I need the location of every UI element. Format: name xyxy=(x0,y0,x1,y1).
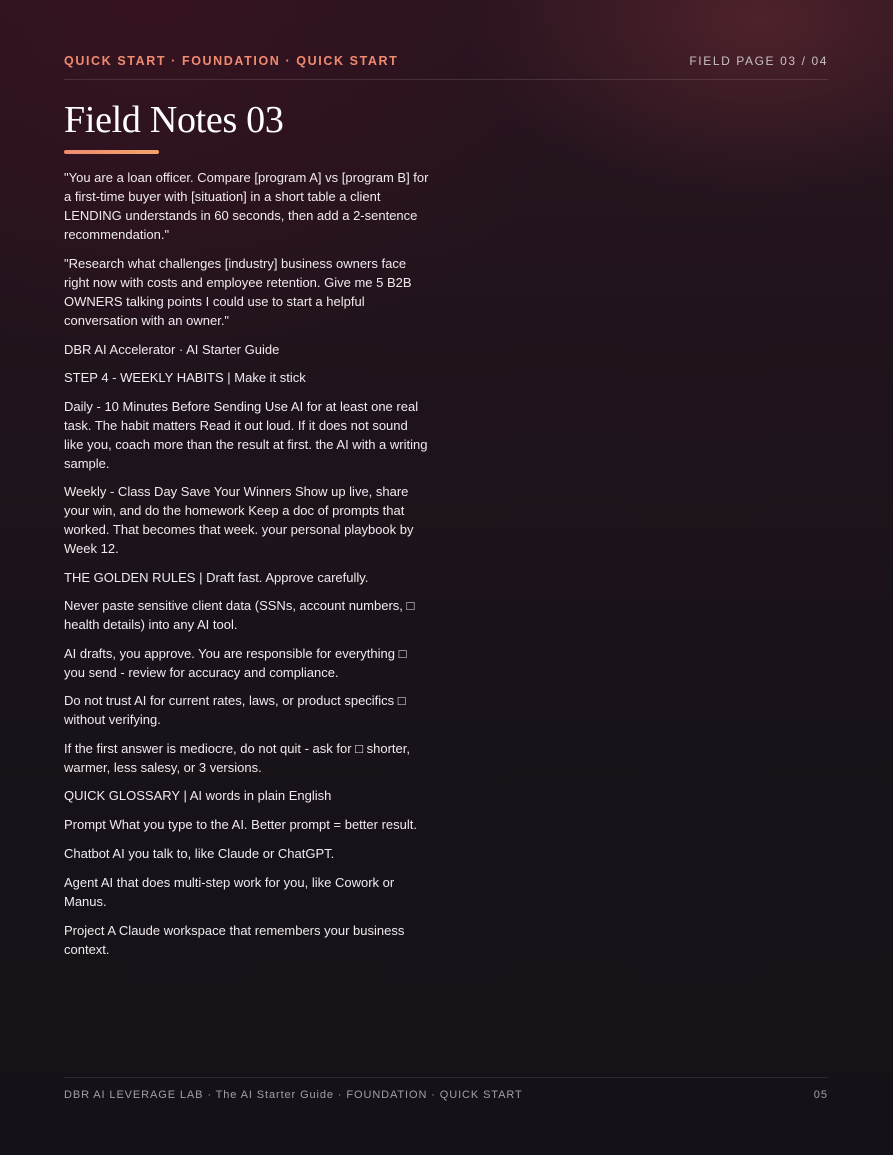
rule-sensitive-data: Never paste sensitive client data (SSNs, account numbers, □ health details) into any AI tool. xyxy=(64,598,415,632)
section-heading-golden-rules: THE GOLDEN RULES | Draft fast. Approve carefully. xyxy=(64,570,369,585)
section-heading-weekly-habits: STEP 4 - WEEKLY HABITS | Make it stick xyxy=(64,370,306,385)
habit-weekly: Weekly - Class Day Save Your Winners Show up live, share your win, and do the homework Keep a doc of prompts that worked. That becomes that week. your personal playbook by Week 12. xyxy=(64,484,414,556)
notes-body xyxy=(64,168,430,969)
glossary-chatbot: Chatbot AI you talk to, like Claude or ChatGPT. xyxy=(64,846,335,861)
page-number: 05 xyxy=(813,1089,828,1101)
breadcrumb: QUICK START · FOUNDATION · QUICK START xyxy=(64,54,399,68)
section-heading-glossary: QUICK GLOSSARY | AI words in plain English xyxy=(64,788,332,803)
page-title: Field Notes 03 xyxy=(64,99,284,141)
page-footer xyxy=(64,1077,828,1108)
field-page-label: FIELD PAGE 03 / 04 xyxy=(689,54,828,68)
footer-credit: DBR AI LEVERAGE LAB · The AI Starter Guide · FOUNDATION · QUICK START xyxy=(64,1089,523,1101)
prompt-example-lending: "You are a loan officer. Compare [program A] vs [program B] for a first-time buyer with [situation] in a short table a client LENDING understands in 60 seconds, then add a 2-sentence recommendation." xyxy=(64,170,429,242)
guide-credit: DBR AI Accelerator · AI Starter Guide xyxy=(64,342,280,357)
glossary-prompt: Prompt What you type to the AI. Better prompt = better result. xyxy=(64,817,417,832)
glossary-project: Project A Claude workspace that remembers your business context. xyxy=(64,923,405,957)
habit-daily: Daily - 10 Minutes Before Sending Use AI for at least one real task. The habit matters Read it out loud. If it does not sound like you, coach more than the result at first. the AI with a writing sample. xyxy=(64,399,428,471)
rule-iterate: If the first answer is mediocre, do not quit - ask for □ shorter, warmer, less salesy, or 3 versions. xyxy=(64,741,410,775)
rule-you-approve: AI drafts, you approve. You are responsible for everything □ you send - review for accuracy and compliance. xyxy=(64,646,407,680)
rule-verify-specifics: Do not trust AI for current rates, laws, or product specifics □ without verifying. xyxy=(64,693,406,727)
page-header xyxy=(64,54,828,80)
prompt-example-owners: "Research what challenges [industry] business owners face right now with costs and employee retention. Give me 5 B2B OWNERS talking points I could use to start a helpful conversation with an owner." xyxy=(64,256,412,328)
title-accent-rule xyxy=(64,150,159,154)
glossary-agent: Agent AI that does multi-step work for you, like Cowork or Manus. xyxy=(64,875,395,909)
